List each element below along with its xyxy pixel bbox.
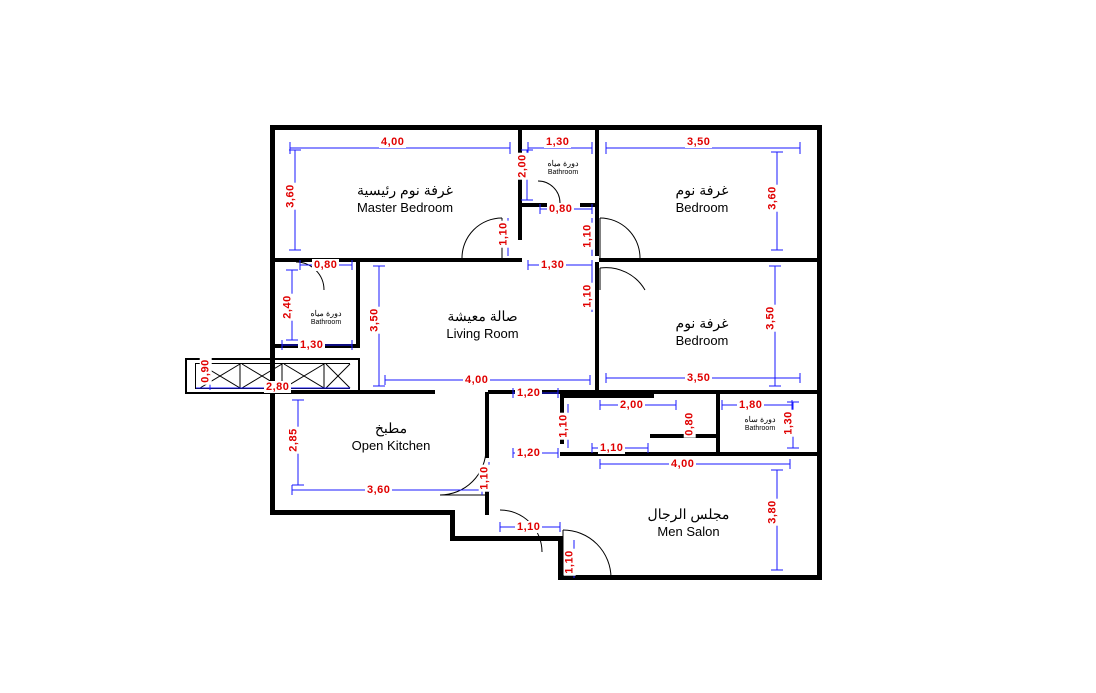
dim-entry-door: 1,10 bbox=[517, 521, 541, 533]
wall-step-horizontal bbox=[450, 536, 562, 541]
wall-bathleft-right bbox=[356, 262, 360, 347]
dim-master-top: 4,00 bbox=[381, 136, 405, 148]
wall-bath-top-right bbox=[595, 128, 599, 256]
room-label-master-bedroom-ar: غرفة نوم رئيسية bbox=[357, 182, 453, 198]
wall-exterior-bottom-left bbox=[270, 510, 455, 515]
dim-door-master: 1,10 bbox=[497, 222, 510, 246]
room-label-master-bedroom bbox=[330, 182, 480, 216]
wall-exterior-top bbox=[270, 125, 822, 130]
dim-bathright-height: 1,30 bbox=[782, 411, 795, 435]
dim-bedroom-top-right: 3,60 bbox=[766, 186, 779, 210]
wall-master-bottom-2 bbox=[370, 258, 522, 262]
room-label-open-kitchen bbox=[320, 420, 462, 454]
dim-hall-2: 2,00 bbox=[620, 399, 644, 411]
dim-door-bedroom-mid: 1,10 bbox=[581, 284, 594, 308]
dim-bathleft-door: 0,80 bbox=[314, 259, 338, 271]
dim-door-bedroom-top: 1,10 bbox=[581, 224, 594, 248]
wall-bedroom-top-bottom bbox=[599, 258, 822, 262]
dim-stair-width: 2,80 bbox=[266, 381, 290, 393]
dim-bath-top-width: 1,30 bbox=[546, 136, 570, 148]
dim-bedroom-top-width: 3,50 bbox=[687, 136, 711, 148]
dim-bathright-door: 0,80 bbox=[683, 412, 696, 436]
room-label-bedroom-top-right bbox=[632, 182, 772, 216]
wall-bathright-left bbox=[716, 394, 720, 452]
room-label-bedroom-mid-right-ar: غرفة نوم bbox=[675, 315, 729, 331]
stair-inner-top bbox=[195, 363, 350, 364]
dim-bathright-width: 1,80 bbox=[739, 399, 763, 411]
room-label-men-salon-ar: مجلس الرجال bbox=[647, 506, 730, 522]
wall-exterior-bottom-salon bbox=[558, 575, 822, 580]
stair-block-border-left bbox=[185, 358, 187, 394]
wall-kitchen-right-2 bbox=[485, 490, 489, 515]
dim-salon-top: 4,00 bbox=[671, 458, 695, 470]
room-label-bathroom-left-en: Bathroom bbox=[310, 319, 342, 326]
dim-bathleft-height: 2,40 bbox=[281, 295, 294, 319]
dim-bath-top-height: 2,00 bbox=[516, 154, 529, 178]
room-label-bedroom-mid-right bbox=[632, 315, 772, 349]
stair-inner-left bbox=[195, 363, 196, 389]
wall-living-right bbox=[595, 262, 599, 392]
room-label-bathroom-top bbox=[528, 159, 598, 178]
dim-corridor-v: 1,10 bbox=[557, 414, 570, 438]
dim-salon-door: 1,10 bbox=[563, 550, 576, 574]
wall-kitchen-right bbox=[485, 392, 489, 458]
room-label-bathroom-left bbox=[292, 309, 360, 328]
dim-stair-height: 0,90 bbox=[199, 359, 212, 383]
room-label-open-kitchen-ar: مطبخ bbox=[374, 420, 408, 436]
dim-bathleft-width: 1,30 bbox=[300, 339, 324, 351]
room-label-bathroom-top-en: Bathroom bbox=[547, 169, 579, 176]
room-label-bedroom-top-right-en: Bedroom bbox=[675, 199, 729, 215]
wall-bathright-top bbox=[564, 394, 654, 398]
wall-exterior-right bbox=[817, 125, 822, 580]
room-label-living-room bbox=[410, 308, 555, 342]
room-label-living-room-ar: صالة معيشة bbox=[447, 308, 518, 324]
dim-living-bottom: 4,00 bbox=[465, 374, 489, 386]
dim-kitchen-bottom: 3,60 bbox=[367, 484, 391, 496]
room-label-men-salon bbox=[616, 506, 761, 540]
stair-block-border-right bbox=[358, 358, 360, 394]
room-label-bathroom-top-ar: دورة مياه bbox=[547, 159, 579, 168]
room-label-bedroom-mid-right-en: Bedroom bbox=[675, 332, 729, 348]
dim-hall-110: 1,10 bbox=[600, 442, 624, 454]
room-label-bathroom-right-en: Bathroom bbox=[744, 425, 776, 432]
dim-kitchen-left: 2,85 bbox=[287, 428, 300, 452]
dim-corridor-2: 1,20 bbox=[517, 447, 541, 459]
room-label-master-bedroom-en: Master Bedroom bbox=[356, 199, 454, 215]
dim-salon-right: 3,80 bbox=[766, 500, 779, 524]
room-label-living-room-en: Living Room bbox=[446, 325, 519, 341]
dim-master-left: 3,60 bbox=[284, 184, 297, 208]
wall-master-right bbox=[518, 128, 522, 240]
wall-exterior-left bbox=[270, 125, 275, 515]
wall-salon-left bbox=[558, 536, 563, 580]
dim-kitchen-door: 1,10 bbox=[478, 466, 491, 490]
room-label-men-salon-en: Men Salon bbox=[657, 523, 720, 539]
dim-living-top: 1,30 bbox=[541, 259, 565, 271]
dim-bath-door: 0,80 bbox=[549, 203, 573, 215]
dim-corridor-1: 1,20 bbox=[517, 387, 541, 399]
wall-bath-top-bottom-2 bbox=[580, 203, 599, 207]
dim-bedroom-mid-bottom: 3,50 bbox=[687, 372, 711, 384]
room-label-bedroom-top-right-ar: غرفة نوم bbox=[675, 182, 729, 198]
dim-bedroom-mid-right: 3,50 bbox=[764, 306, 777, 330]
room-label-open-kitchen-en: Open Kitchen bbox=[351, 437, 431, 453]
room-label-bathroom-right-ar: دورة ساه bbox=[744, 415, 776, 424]
room-label-bathroom-left-ar: دورة مياه bbox=[310, 309, 342, 318]
dim-living-left: 3,50 bbox=[368, 308, 381, 332]
